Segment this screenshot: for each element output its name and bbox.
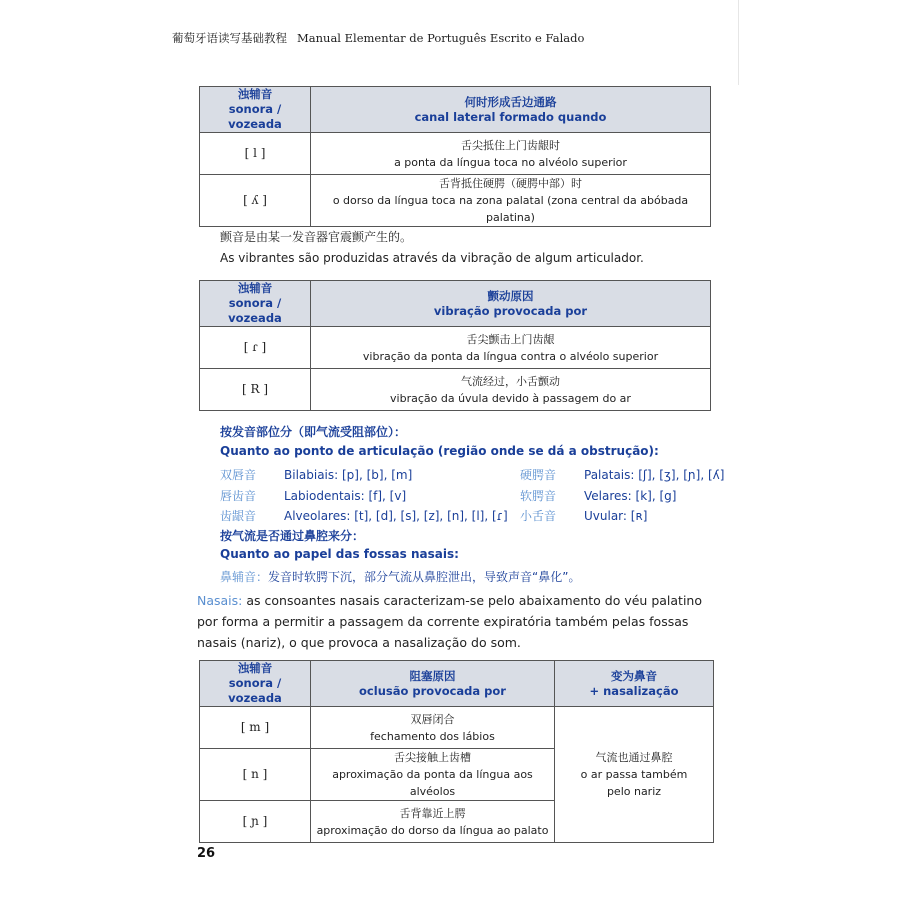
place-values: [p], [b], [m] <box>338 468 413 482</box>
merged-pt-line2: pelo nariz <box>606 785 662 798</box>
cell-pt: vibração da úvula devido à passagem do ar <box>390 391 631 405</box>
cell-cn: 舌背抵住硬腭（硬腭中部）时 <box>439 177 582 190</box>
place-values: [ʃ], [ʒ], [ɲ], [ʎ] <box>634 468 725 482</box>
vibrant-intro-pt: As vibrantes são produzidas através da vibração de algum articulador. <box>220 251 644 265</box>
cell-pt: o dorso da língua toca na zona palatal (zona central da abóbada palatina) <box>332 194 689 224</box>
nasal-heading-pt: Quanto ao papel das fossas nasais: <box>220 547 459 561</box>
phonetic-symbol: [ ʎ ] <box>200 175 311 227</box>
header-cn: 阻塞原因 <box>409 668 456 683</box>
cell-cn: 气流经过，小舌颤动 <box>461 374 560 388</box>
nasal-pt-text: as consoantes nasais caracterizam-se pelo abaixamento do véu palatino por forma a permitir a passagem da corrente expiratória também pelas fossas nasais (nariz), o que provoca a nasalização do som. <box>197 593 703 650</box>
nasal-cn-label: 鼻辅音： <box>220 570 269 584</box>
place-term: Bilabiais: <box>284 468 339 482</box>
nasal-definition-cn <box>220 568 580 585</box>
phonetic-symbol: [ m ] <box>200 707 311 749</box>
table-cell <box>311 707 555 749</box>
cell-cn: 舌背靠近上腭 <box>399 806 466 820</box>
nasal-heading-cn: 按气流是否通过鼻腔来分： <box>220 529 365 543</box>
place-values: [ʀ] <box>626 509 648 523</box>
cell-pt: fechamento dos lábios <box>370 729 495 743</box>
header-title-cn: 葡萄牙语读写基础教程 <box>172 31 287 45</box>
phonetic-symbol: [ n ] <box>200 749 311 801</box>
table-cell <box>311 133 711 175</box>
place-item <box>520 487 676 504</box>
table-row <box>200 707 714 749</box>
place-cn: 硬腭音 <box>520 468 557 482</box>
header-cn: 何时形成舌边通路 <box>464 94 557 109</box>
place-item <box>520 507 647 524</box>
place-term: Uvular: <box>584 509 627 523</box>
cell-cn: 舌尖颤击上门齿龈 <box>466 332 555 346</box>
header-pt: sonora / vozeada <box>228 102 282 131</box>
place-item <box>220 466 412 483</box>
merged-cn: 气流也通过鼻腔 <box>595 751 673 764</box>
header-pt: sonora / vozeada <box>228 296 282 325</box>
cell-pt: vibração da ponta da língua contra o alvéolo superior <box>362 349 659 363</box>
cell-pt: aproximação do dorso da língua ao palato <box>316 823 549 837</box>
cell-cn: 舌尖抵住上门齿龈时 <box>461 138 560 152</box>
vibrant-intro-cn: 颤音是由某一发音器官震颤产生的。 <box>220 230 413 244</box>
running-header <box>172 30 584 46</box>
cell-cn: 舌尖接触上齿槽 <box>394 751 471 764</box>
phonetic-symbol: [ l ] <box>200 133 311 175</box>
header-cn: 浊辅音 <box>237 661 273 675</box>
phonetic-symbol: [ ɲ ] <box>200 801 311 843</box>
place-cn: 唇齿音 <box>220 489 257 503</box>
table-header-cell <box>311 87 711 133</box>
table-header-cell <box>311 281 711 327</box>
place-cn: 双唇音 <box>220 468 257 482</box>
place-cn: 小舌音 <box>520 509 557 523</box>
place-values: [k], [g] <box>631 489 677 503</box>
place-cn: 软腭音 <box>520 489 557 503</box>
page-number: 26 <box>197 846 216 861</box>
table-cell <box>311 369 711 411</box>
place-term: Labiodentais: <box>284 489 365 503</box>
header-pt: sonora / vozeada <box>228 676 282 705</box>
table-header-cell <box>200 87 311 133</box>
place-heading-pt: Quanto ao ponto de articulação (região onde se dá a obstrução): <box>220 444 659 458</box>
header-cn: 浊辅音 <box>237 281 273 295</box>
table-row <box>200 327 711 369</box>
table-row <box>200 133 711 175</box>
nasal-pt-label: Nasais: <box>197 593 243 608</box>
place-heading-cn: 按发音部位分（即气流受阻部位）： <box>220 425 407 439</box>
table-header-cell <box>555 661 714 707</box>
vibrant-table <box>199 280 711 411</box>
place-item <box>520 466 724 483</box>
table-header-cell <box>200 281 311 327</box>
phonetic-symbol: [ R ] <box>200 369 311 411</box>
nasal-table <box>199 660 714 843</box>
table-cell <box>311 175 711 227</box>
nasal-definition-pt <box>197 590 715 653</box>
cell-pt: aproximação da ponta da língua aos alvéolos <box>332 768 533 798</box>
lateral-table <box>199 86 711 227</box>
cell-cn: 双唇闭合 <box>410 712 455 726</box>
place-term: Alveolares: <box>284 509 351 523</box>
place-values: [t], [d], [s], [z], [n], [l], [ɾ] <box>350 509 508 523</box>
header-cn: 浊辅音 <box>237 87 273 101</box>
table-row <box>200 175 711 227</box>
page-edge-line <box>738 0 739 85</box>
table-header-cell <box>311 661 555 707</box>
nasal-cn-text: 发音时软腭下沉，部分气流从鼻腔泄出，导致声音“鼻化”。 <box>268 570 581 584</box>
place-term: Palatais: <box>584 468 635 482</box>
place-cn: 齿龈音 <box>220 509 257 523</box>
merged-pt-line1: o ar passa também <box>580 768 688 781</box>
place-item <box>220 487 406 504</box>
header-title-pt: Manual Elementar de Português Escrito e Falado <box>297 31 585 45</box>
phonetic-symbol: [ ɾ ] <box>200 327 311 369</box>
table-cell <box>311 749 555 801</box>
place-item <box>220 507 508 524</box>
table-cell <box>311 801 555 843</box>
header-cn: 颤动原因 <box>487 288 534 303</box>
header-pt: oclusão provocada por <box>359 683 506 698</box>
header-pt: + nasalização <box>589 683 679 698</box>
table-row <box>200 369 711 411</box>
nasal-merged-cell <box>555 707 714 843</box>
place-term: Velares: <box>584 489 632 503</box>
cell-pt: a ponta da língua toca no alvéolo superior <box>394 155 627 169</box>
header-pt: canal lateral formado quando <box>414 109 607 124</box>
place-values: [f], [v] <box>364 489 407 503</box>
table-cell <box>311 327 711 369</box>
table-header-cell <box>200 661 311 707</box>
header-cn: 变为鼻音 <box>611 668 657 683</box>
header-pt: vibração provocada por <box>433 303 588 318</box>
